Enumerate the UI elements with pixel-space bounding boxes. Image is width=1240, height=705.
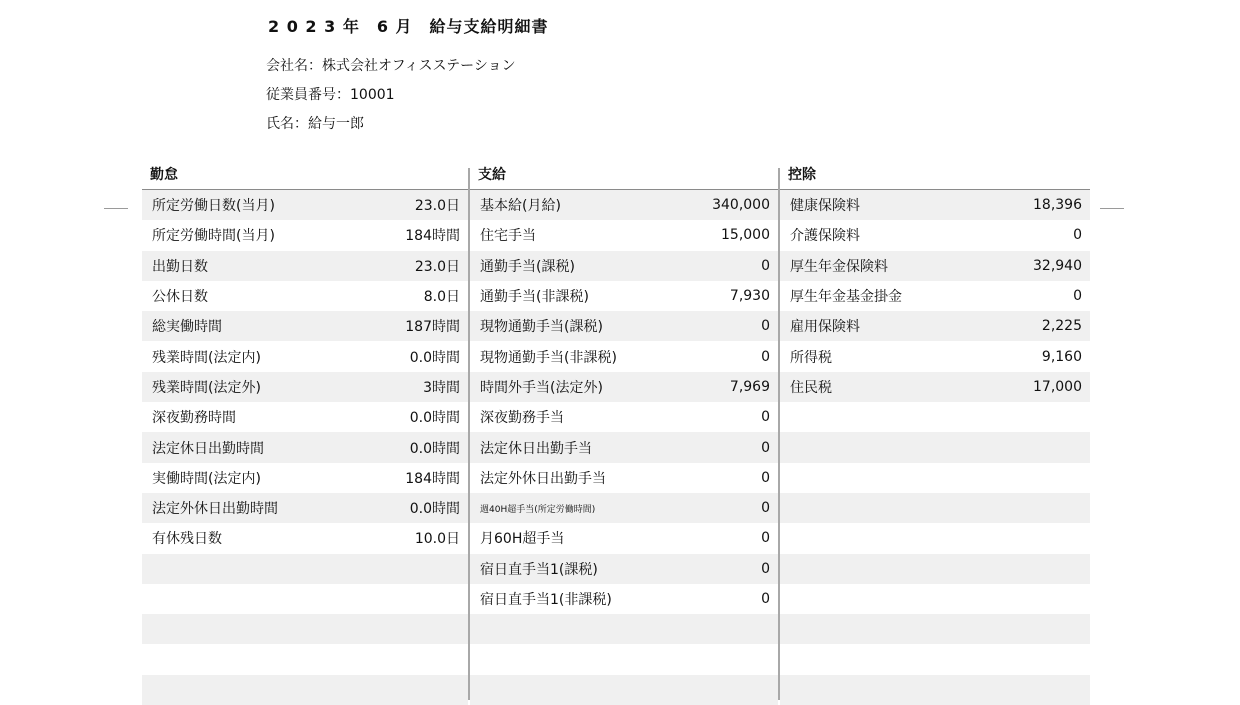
attendance-row xyxy=(142,402,468,432)
deduction-row xyxy=(780,402,1090,432)
attendance-item-label: 実働時間(法定内) xyxy=(152,470,261,487)
payment-item-label: 月60H超手当 xyxy=(480,531,565,548)
attendance-item-value: 184時間 xyxy=(405,470,460,487)
attendance-row xyxy=(142,584,468,614)
company-name: 会社名：株式会社オフィスステーション xyxy=(266,58,516,74)
payment-item-value: 7,969 xyxy=(729,378,770,395)
deduction-row xyxy=(780,554,1090,584)
payment-rows xyxy=(470,190,778,705)
payment-row xyxy=(470,372,778,402)
payment-row xyxy=(470,584,778,614)
payment-row xyxy=(470,523,778,553)
attendance-row xyxy=(142,372,468,402)
deduction-item-value: 9,160 xyxy=(1041,348,1082,365)
payment-item-value: 0 xyxy=(761,530,770,547)
deduction-item-value: 32,940 xyxy=(1033,257,1082,274)
payment-item-label: 法定外休日出勤手当 xyxy=(480,470,606,487)
payment-section xyxy=(470,160,778,700)
attendance-row xyxy=(142,554,468,584)
deduction-item-label: 介護保険料 xyxy=(790,228,860,245)
payment-row xyxy=(470,554,778,584)
payment-row xyxy=(470,463,778,493)
payment-item-label: 現物通勤手当(非課税) xyxy=(480,349,617,366)
deduction-row xyxy=(780,614,1090,644)
attendance-item-value: 184時間 xyxy=(405,228,460,245)
attendance-item-label: 残業時間(法定外) xyxy=(152,379,261,396)
attendance-item-label: 公休日数 xyxy=(152,289,208,306)
payment-row xyxy=(470,614,778,644)
payment-row xyxy=(470,402,778,432)
attendance-item-value: 187時間 xyxy=(405,319,460,336)
attendance-item-value: 8.0日 xyxy=(423,289,460,306)
payment-row xyxy=(470,311,778,341)
deduction-row xyxy=(780,341,1090,371)
attendance-item-value: 0.0時間 xyxy=(409,501,460,518)
deduction-heading: 控除 xyxy=(780,160,1090,190)
attendance-item-value: 0.0時間 xyxy=(409,410,460,427)
payment-item-label: 住宅手当 xyxy=(480,228,536,245)
attendance-section xyxy=(142,160,468,700)
attendance-item-label: 所定労働日数(当月) xyxy=(152,198,275,215)
payment-item-value: 0 xyxy=(761,439,770,456)
deduction-item-label: 厚生年金基金掛金 xyxy=(790,289,902,306)
attendance-item-label: 総実働時間 xyxy=(152,319,222,336)
payment-item-value: 0 xyxy=(761,500,770,517)
deduction-item-value: 17,000 xyxy=(1033,378,1082,395)
attendance-item-label: 所定労働時間(当月) xyxy=(152,228,275,245)
attendance-item-label: 法定外休日出勤時間 xyxy=(152,501,278,518)
left-margin-mark xyxy=(104,208,128,209)
payment-item-label: 通勤手当(課税) xyxy=(480,258,575,275)
deduction-row xyxy=(780,372,1090,402)
attendance-row xyxy=(142,614,468,644)
payment-item-value: 0 xyxy=(761,318,770,335)
attendance-item-label: 残業時間(法定内) xyxy=(152,349,261,366)
attendance-row xyxy=(142,644,468,674)
deduction-row xyxy=(780,220,1090,250)
payment-item-value: 0 xyxy=(761,257,770,274)
deduction-row xyxy=(780,281,1090,311)
attendance-row xyxy=(142,190,468,220)
payment-row xyxy=(470,281,778,311)
payment-row xyxy=(470,190,778,220)
payment-item-value: 15,000 xyxy=(721,227,770,244)
deduction-item-label: 厚生年金保険料 xyxy=(790,258,888,275)
deduction-item-value: 0 xyxy=(1073,227,1082,244)
payment-item-value: 0 xyxy=(761,591,770,607)
deduction-row xyxy=(780,311,1090,341)
payment-row xyxy=(470,251,778,281)
payment-item-value: 0 xyxy=(761,469,770,486)
deduction-row xyxy=(780,463,1090,493)
attendance-item-value: 23.0日 xyxy=(414,198,460,215)
attendance-rows xyxy=(142,190,468,705)
attendance-item-value: 23.0日 xyxy=(414,258,460,275)
document-title: 2 0 2 3 年 6 月 給与支給明細書 xyxy=(268,17,549,36)
deduction-item-label: 雇用保険料 xyxy=(790,319,860,336)
payment-row xyxy=(470,341,778,371)
attendance-item-value: 10.0日 xyxy=(414,531,460,548)
payment-item-label: 時間外手当(法定外) xyxy=(480,379,603,396)
deduction-rows xyxy=(780,190,1090,705)
payment-item-label: 法定休日出勤手当 xyxy=(480,440,592,457)
deduction-row xyxy=(780,493,1090,523)
attendance-row xyxy=(142,311,468,341)
attendance-item-value: 0.0時間 xyxy=(409,440,460,457)
payment-item-label: 深夜勤務手当 xyxy=(480,410,564,427)
attendance-item-label: 深夜勤務時間 xyxy=(152,410,236,427)
attendance-item-label: 有休残日数 xyxy=(152,531,222,548)
attendance-row xyxy=(142,523,468,553)
deduction-row xyxy=(780,190,1090,220)
payment-item-label: 基本給(月給) xyxy=(480,198,561,215)
payment-item-value: 0 xyxy=(761,560,770,577)
attendance-item-value: 3時間 xyxy=(423,379,460,396)
payment-item-label: 宿日直手当1(課税) xyxy=(480,561,598,578)
deduction-item-value: 0 xyxy=(1073,288,1082,305)
payment-item-label: 現物通勤手当(課税) xyxy=(480,319,603,336)
deduction-item-label: 所得税 xyxy=(790,349,832,366)
payment-item-value: 7,930 xyxy=(729,288,770,305)
attendance-item-value: 0.0時間 xyxy=(409,349,460,366)
attendance-row xyxy=(142,220,468,250)
right-margin-mark xyxy=(1100,208,1124,209)
payment-row xyxy=(470,644,778,674)
payment-item-value: 0 xyxy=(761,409,770,426)
attendance-row xyxy=(142,675,468,705)
deduction-row xyxy=(780,644,1090,674)
attendance-heading: 勤怠 xyxy=(142,160,468,190)
attendance-row xyxy=(142,493,468,523)
attendance-row xyxy=(142,432,468,462)
attendance-row xyxy=(142,341,468,371)
payment-row xyxy=(470,220,778,250)
attendance-item-label: 出勤日数 xyxy=(152,258,208,275)
deduction-section xyxy=(780,160,1090,700)
employee-number: 従業員番号：10001 xyxy=(266,87,395,103)
deduction-row xyxy=(780,523,1090,553)
attendance-row xyxy=(142,281,468,311)
attendance-row xyxy=(142,463,468,493)
payment-heading: 支給 xyxy=(470,160,778,190)
deduction-row xyxy=(780,584,1090,614)
payment-item-value: 340,000 xyxy=(712,197,770,214)
payment-item-label: 通勤手当(非課税) xyxy=(480,289,589,306)
payment-item-label: 宿日直手当1(非課税) xyxy=(480,592,612,608)
payment-item-label: 週40H超手当(所定労働時間) xyxy=(480,504,596,515)
deduction-item-label: 健康保険料 xyxy=(790,198,860,215)
payment-row xyxy=(470,493,778,523)
deduction-item-value: 18,396 xyxy=(1033,197,1082,214)
deduction-item-value: 2,225 xyxy=(1041,318,1082,335)
employee-name: 氏名：給与一郎 xyxy=(266,116,364,132)
deduction-row xyxy=(780,675,1090,705)
deduction-item-label: 住民税 xyxy=(790,379,832,396)
attendance-item-label: 法定休日出勤時間 xyxy=(152,440,264,457)
deduction-row xyxy=(780,251,1090,281)
payment-item-value: 0 xyxy=(761,348,770,365)
deduction-row xyxy=(780,432,1090,462)
payment-row xyxy=(470,675,778,705)
attendance-row xyxy=(142,251,468,281)
payment-row xyxy=(470,432,778,462)
